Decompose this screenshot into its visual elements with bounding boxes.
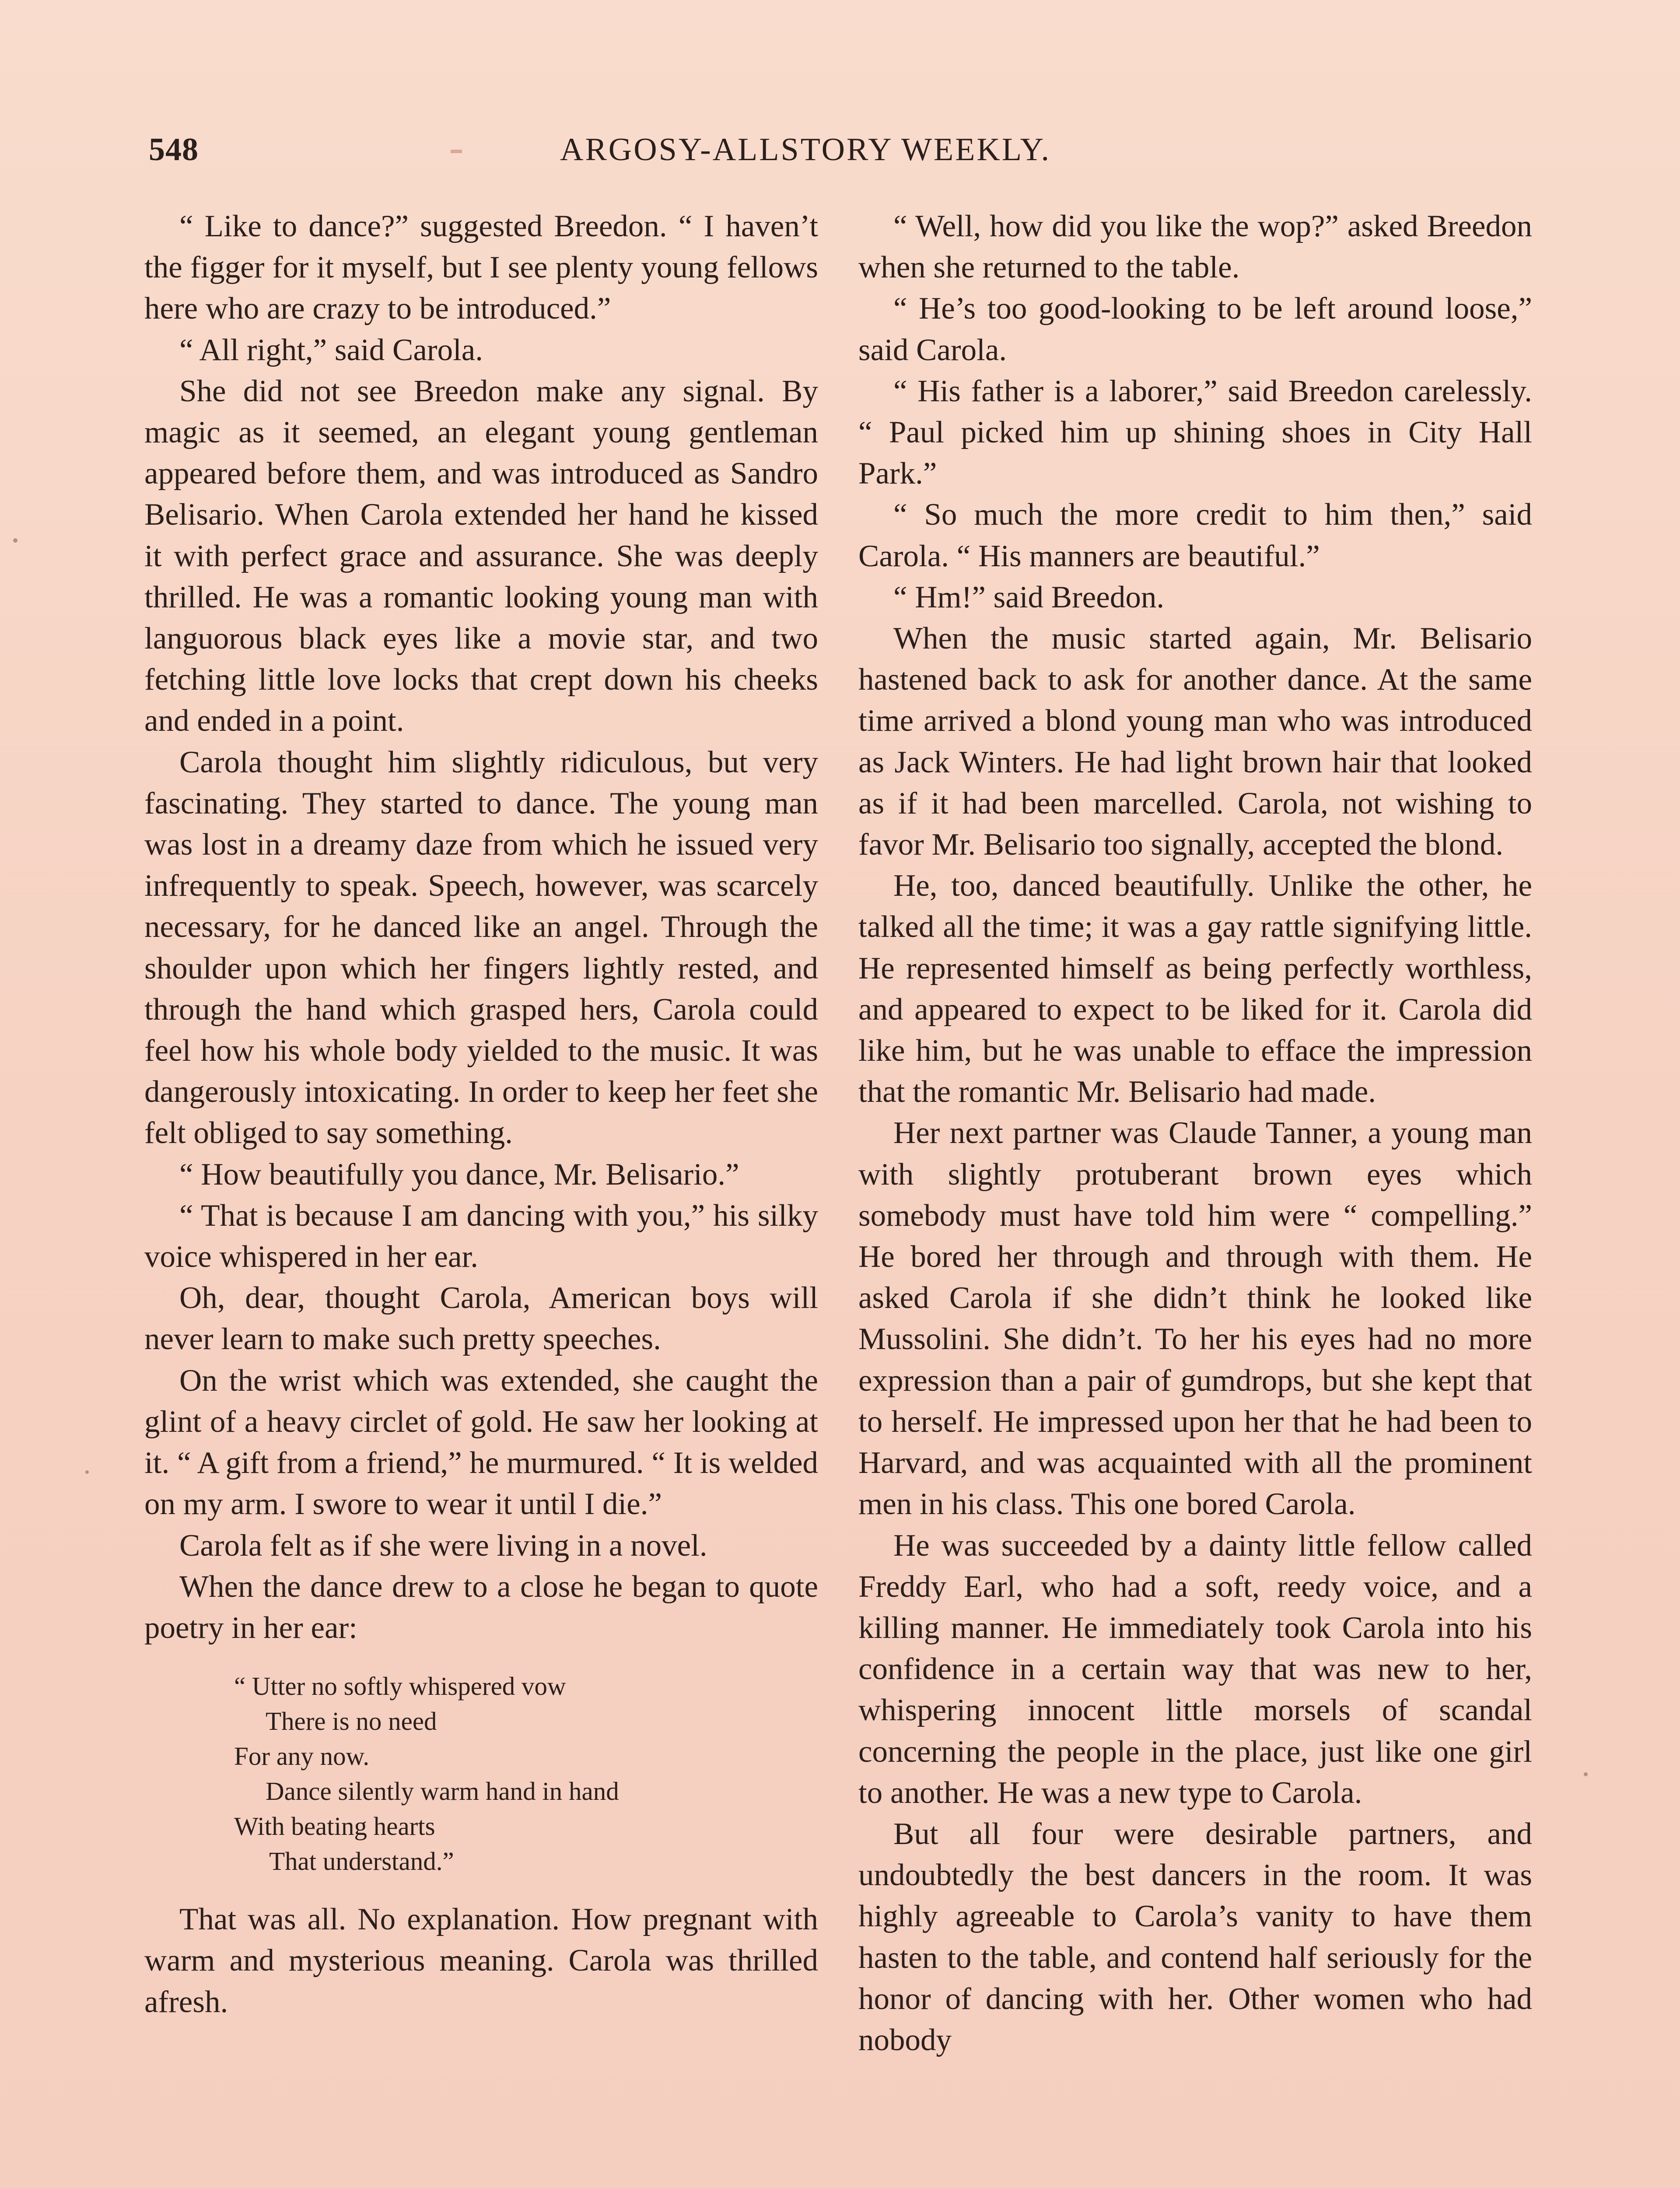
paragraph: She did not see Breedon make any signal. By magic as it seemed, an elegant young gentleman appeared before them, and was introduced as Sandro Belisario. When Carola extended her hand he kissed it with perfect grace and assurance. She was deeply thrilled. He was a romantic looking young man with languorous black eyes like a movie star, and two fetching little love locks that crept down his cheeks and ended in a point. [144,374,818,738]
running-title: ARGOSY-ALLSTORY WEEKLY. [560,132,1051,168]
page-header [149,131,1531,179]
poem-line: “ Utter no softly whispered vow [234,1672,566,1701]
paragraph: He was succeeded by a dainty little fellow called Freddy Earl, who had a soft, reedy voice, and a killing manner. He immediately took Carola into his confidence in a certain way that was new to her, whispering innocent little morsels of scandal concerning the people in the place, just like one girl to another. He was a new type to Carola. [858,1528,1532,1810]
poem-line: With beating hearts [234,1812,435,1841]
paragraph: Carola thought him slightly ridiculous, but very fascinating. They started to dance. The young man was lost in a dreamy daze from which he issued very infrequently to speak. Speech, however, was scarcely necessary, for he danced like an angel. Through the shoulder upon which her fingers lightly rested, and through the hand which grasped hers, Carola could feel how his whole body yielded to the music. It was dangerously intoxicating. In order to keep her feet she felt obliged to say something. [144,745,818,1150]
paragraph: Oh, dear, thought Carola, American boys will never learn to make such pretty speeches. [144,1281,818,1357]
paragraph: “ He’s too good-looking to be left around loose,” said Carola. [858,291,1532,367]
paragraph: When the music started again, Mr. Belisario hastened back to ask for another dance. At the same time arrived a blond young man who was introduced as Jack Winters. He had light brown hair that looked as if it had been marcelled. Carola, not wishing to favor Mr. Belisario too signally, accepted the blond. [858,621,1532,862]
paragraph: That was all. No explanation. How pregnant with warm and mysterious meaning. Carola was thrilled afresh. [144,1902,818,2019]
paragraph: “ Well, how did you like the wop?” asked Breedon when she returned to the table. [858,209,1532,285]
paragraph: “ His father is a laborer,” said Breedon carelessly. “ Paul picked him up shining shoes in City Hall Park.” [858,374,1532,491]
paragraph: Her next partner was Claude Tanner, a young man with slightly protuberant brown eyes which somebody must have told him were “ compelling.” He bored her through and through with them. He asked Carola if she didn’t think he looked like Mussolini. She didn’t. To her his eyes had no more expression than a pair of gumdrops, but she kept that to herself. He impressed upon her that he had been to Harvard, and was acquainted with all the prominent men in his class. This one bored Carola. [858,1116,1532,1522]
left-column [144,206,818,2023]
poem-line: Dance silently warm hand in hand [266,1777,619,1806]
paragraph: When the dance drew to a close he began to quote poetry in her ear: [144,1569,818,1645]
poem-line: There is no need [266,1707,437,1736]
paragraph: “ So much the more credit to him then,” said Carola. “ His manners are beautiful.” [858,498,1532,573]
paper-speck [85,1470,89,1474]
right-column [858,206,1532,2061]
paragraph: “ How beautifully you dance, Mr. Belisario.” [179,1157,739,1192]
paragraph: Carola felt as if she were living in a novel. [179,1528,707,1563]
printer-mark [451,150,462,153]
paragraph: He, too, danced beautifully. Unlike the other, he talked all the time; it was a gay rattle signifying little. He represented himself as being perfectly worthless, and appeared to expect to be liked for it. Carola did like him, but he was unable to efface the impression that the romantic Mr. Belisario had made. [858,869,1532,1109]
paper-speck [13,538,18,543]
paragraph: “ All right,” said Carola. [179,333,483,367]
poem-line: For any now. [234,1742,370,1771]
paragraph: “ That is because I am dancing with you,” his silky voice whispered in her ear. [144,1198,818,1274]
poem-line: That understand.” [269,1847,454,1876]
paragraph: But all four were desirable partners, and undoubtedly the best dancers in the room. It was highly agreeable to Carola’s vanity to have them hasten to the table, and contend half seriously for the honor of dancing with her. Other women who had nobody [858,1816,1532,2057]
paragraph: “ Hm!” said Breedon. [893,580,1165,614]
paper-speck [1584,1772,1588,1776]
poem-quote [144,1669,818,1879]
paragraph: “ Like to dance?” suggested Breedon. “ I haven’t the figger for it myself, but I see plenty young fellows here who are crazy to be introduced.” [144,209,818,326]
paragraph: On the wrist which was extended, she caught the glint of a heavy circlet of gold. He saw her looking at it. “ A gift from a friend,” he murmured. “ It is welded on my arm. I swore to wear it until I die.” [144,1363,818,1522]
page-number: 548 [149,132,199,168]
